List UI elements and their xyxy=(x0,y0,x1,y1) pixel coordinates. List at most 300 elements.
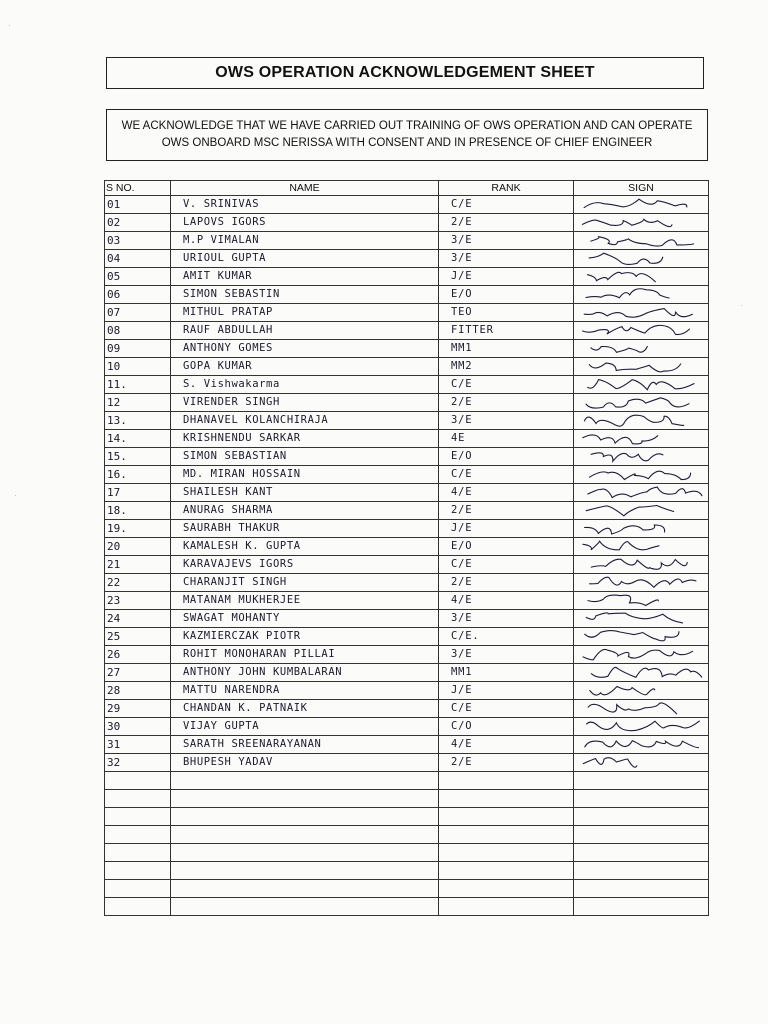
row-rank-cell xyxy=(439,772,574,790)
row-name-cell xyxy=(171,682,439,700)
row-rank-cell xyxy=(439,340,574,358)
row-rank: FITTER xyxy=(451,324,494,336)
row-name-cell xyxy=(171,448,439,466)
row-sno: 11. xyxy=(107,378,127,391)
row-sno: 10 xyxy=(107,360,121,373)
row-name: LAPOVS IGORS xyxy=(183,216,267,228)
row-name: ANTHONY GOMES xyxy=(183,342,273,354)
row-name: S. Vishwakarma xyxy=(183,378,280,390)
signature xyxy=(574,502,708,519)
row-sno: 27 xyxy=(107,666,121,679)
row-sno-cell xyxy=(105,430,171,448)
row-sign-cell xyxy=(574,394,709,412)
table-row xyxy=(105,448,709,466)
row-sno: 19. xyxy=(107,522,127,535)
row-sno: 22 xyxy=(107,576,121,589)
signature xyxy=(574,430,708,447)
row-name: KARAVAJEVS IGORS xyxy=(183,558,294,570)
table-row xyxy=(105,682,709,700)
row-sign-cell xyxy=(574,448,709,466)
signature-stroke xyxy=(591,237,694,246)
row-name-cell xyxy=(171,898,439,916)
row-sno-cell xyxy=(105,520,171,538)
row-sno: 17 xyxy=(107,486,121,499)
row-rank-cell xyxy=(439,520,574,538)
row-name-cell xyxy=(171,502,439,520)
row-name: AMIT KUMAR xyxy=(183,270,253,282)
row-sign-cell xyxy=(574,538,709,556)
table-row xyxy=(105,394,709,412)
signature-stroke xyxy=(591,347,647,353)
table-row xyxy=(105,772,709,790)
signature xyxy=(574,628,708,645)
row-name-cell xyxy=(171,754,439,772)
row-name-cell xyxy=(171,538,439,556)
row-name-cell xyxy=(171,826,439,844)
row-sno-cell xyxy=(105,754,171,772)
row-sno-cell xyxy=(105,592,171,610)
signature-stroke xyxy=(590,687,655,696)
row-sno-cell xyxy=(105,394,171,412)
row-rank-cell xyxy=(439,466,574,484)
signature-stroke xyxy=(591,559,687,569)
signature xyxy=(574,322,708,339)
row-sign-cell xyxy=(574,412,709,430)
row-sno-cell xyxy=(105,862,171,880)
acknowledgement-line-2: OWS ONBOARD MSC NERISSA WITH CONSENT AND IN PRESENCE OF CHIEF ENGINEER xyxy=(161,137,653,149)
row-rank-cell xyxy=(439,268,574,286)
signature-stroke xyxy=(591,453,663,461)
row-sno-cell xyxy=(105,466,171,484)
row-sign-cell xyxy=(574,664,709,682)
row-sno: 01 xyxy=(107,198,121,211)
row-sno: 20 xyxy=(107,540,121,553)
row-sno: 23 xyxy=(107,594,121,607)
row-rank: 3/E xyxy=(451,252,473,264)
row-sno: 13. xyxy=(107,414,127,427)
signature xyxy=(574,520,708,537)
row-name: ROHIT MONOHARAN PILLAI xyxy=(183,648,336,660)
row-name-cell xyxy=(171,214,439,232)
table-row xyxy=(105,880,709,898)
row-sign-cell xyxy=(574,376,709,394)
row-sign-cell xyxy=(574,700,709,718)
row-sign-cell xyxy=(574,862,709,880)
row-sno: 12 xyxy=(107,396,121,409)
row-rank: J/E xyxy=(451,522,473,534)
signature-stroke xyxy=(586,289,669,298)
row-sno-cell xyxy=(105,574,171,592)
row-sign-cell xyxy=(574,574,709,592)
row-rank: 2/E xyxy=(451,216,473,228)
row-rank-cell xyxy=(439,844,574,862)
row-name: VIRENDER SINGH xyxy=(183,396,280,408)
row-sno-cell xyxy=(105,718,171,736)
row-name-cell xyxy=(171,286,439,304)
row-name: GOPA KUMAR xyxy=(183,360,253,372)
signature xyxy=(574,718,708,735)
signature xyxy=(574,412,708,429)
row-sno-cell xyxy=(105,412,171,430)
row-sno-cell xyxy=(105,502,171,520)
table-row xyxy=(105,340,709,358)
row-name: M.P VIMALAN xyxy=(183,234,260,246)
row-name-cell xyxy=(171,646,439,664)
signature xyxy=(574,358,708,375)
row-name-cell xyxy=(171,664,439,682)
table-row xyxy=(105,808,709,826)
row-name: SHAILESH KANT xyxy=(183,486,273,498)
scan-speck: · xyxy=(8,20,11,30)
table-header-row xyxy=(105,181,709,196)
signature xyxy=(574,556,708,573)
signature xyxy=(574,592,708,609)
signature xyxy=(574,466,708,483)
row-sno-cell xyxy=(105,340,171,358)
signature-stroke xyxy=(586,613,682,623)
signature xyxy=(574,232,708,249)
row-rank-cell xyxy=(439,628,574,646)
row-sign-cell xyxy=(574,340,709,358)
row-rank-cell xyxy=(439,646,574,664)
row-name: V. SRINIVAS xyxy=(183,198,260,210)
signature xyxy=(574,448,708,465)
row-name-cell xyxy=(171,412,439,430)
row-rank: MM2 xyxy=(451,360,473,372)
row-rank: C/E. xyxy=(451,630,480,642)
row-rank-cell xyxy=(439,700,574,718)
signature xyxy=(574,376,708,393)
table-row xyxy=(105,466,709,484)
row-rank-cell xyxy=(439,322,574,340)
table-row xyxy=(105,376,709,394)
row-name-cell xyxy=(171,700,439,718)
row-name-cell xyxy=(171,808,439,826)
row-name: SARATH SREENARAYANAN xyxy=(183,738,322,750)
row-sno: 06 xyxy=(107,288,121,301)
row-rank: 4/E xyxy=(451,486,473,498)
row-sign-cell xyxy=(574,556,709,574)
row-sno: 31 xyxy=(107,738,121,751)
row-rank: E/O xyxy=(451,450,473,462)
row-name-cell xyxy=(171,268,439,286)
row-sno-cell xyxy=(105,214,171,232)
row-sign-cell xyxy=(574,682,709,700)
row-sno-cell xyxy=(105,790,171,808)
row-sno-cell xyxy=(105,484,171,502)
row-name: MITHUL PRATAP xyxy=(183,306,273,318)
row-sno: 18. xyxy=(107,504,127,517)
row-name: ANTHONY JOHN KUMBALARAN xyxy=(183,666,343,678)
signature xyxy=(574,268,708,285)
row-name: VIJAY GUPTA xyxy=(183,720,260,732)
row-sign-cell xyxy=(574,754,709,772)
row-rank-cell xyxy=(439,538,574,556)
row-rank: 3/E xyxy=(451,648,473,660)
signature xyxy=(574,700,708,717)
row-sno-cell xyxy=(105,556,171,574)
row-sno: 28 xyxy=(107,684,121,697)
signature-stroke xyxy=(584,415,683,426)
signature-stroke xyxy=(586,398,689,408)
row-rank-cell xyxy=(439,754,574,772)
row-sign-cell xyxy=(574,772,709,790)
row-sno: 09 xyxy=(107,342,121,355)
header-sno: S NO. xyxy=(105,181,171,196)
row-name-cell xyxy=(171,880,439,898)
row-name-cell xyxy=(171,574,439,592)
row-sno-cell xyxy=(105,286,171,304)
row-sign-cell xyxy=(574,232,709,250)
signature-stroke xyxy=(583,649,693,659)
signature xyxy=(574,754,708,771)
header-rank: RANK xyxy=(439,181,574,196)
row-sno-cell xyxy=(105,376,171,394)
row-rank-cell xyxy=(439,250,574,268)
row-name-cell xyxy=(171,772,439,790)
row-rank: C/E xyxy=(451,468,473,480)
row-rank-cell xyxy=(439,736,574,754)
signature-stroke xyxy=(586,506,673,516)
row-sign-cell xyxy=(574,880,709,898)
row-name-cell xyxy=(171,862,439,880)
table-row xyxy=(105,862,709,880)
scan-speck: · xyxy=(14,490,17,500)
row-rank-cell xyxy=(439,718,574,736)
signature-stroke xyxy=(588,595,658,605)
row-name: MATANAM MUKHERJEE xyxy=(183,594,301,606)
row-sign-cell xyxy=(574,520,709,538)
row-name: SWAGAT MOHANTY xyxy=(183,612,280,624)
row-sign-cell xyxy=(574,322,709,340)
row-sno: 14. xyxy=(107,432,127,445)
row-rank-cell xyxy=(439,592,574,610)
row-sno-cell xyxy=(105,646,171,664)
row-name: URIOUL GUPTA xyxy=(183,252,267,264)
table-row xyxy=(105,232,709,250)
row-sign-cell xyxy=(574,628,709,646)
signature-stroke xyxy=(585,631,679,641)
signature xyxy=(574,574,708,591)
row-name-cell xyxy=(171,358,439,376)
row-sno-cell xyxy=(105,682,171,700)
row-rank: J/E xyxy=(451,270,473,282)
row-sign-cell xyxy=(574,250,709,268)
row-rank: 4E xyxy=(451,432,466,444)
row-sno-cell xyxy=(105,610,171,628)
acknowledgement-statement xyxy=(106,109,708,161)
row-sign-cell xyxy=(574,502,709,520)
row-sno-cell xyxy=(105,898,171,916)
row-sign-cell xyxy=(574,214,709,232)
signature-stroke xyxy=(587,272,655,281)
row-rank-cell xyxy=(439,826,574,844)
row-sign-cell xyxy=(574,268,709,286)
row-sno-cell xyxy=(105,628,171,646)
row-rank: 3/E xyxy=(451,612,473,624)
row-name-cell xyxy=(171,610,439,628)
row-rank-cell xyxy=(439,214,574,232)
row-name-cell xyxy=(171,790,439,808)
row-rank: 2/E xyxy=(451,504,473,516)
row-rank-cell xyxy=(439,556,574,574)
row-rank: 2/E xyxy=(451,396,473,408)
row-name-cell xyxy=(171,394,439,412)
row-sno-cell xyxy=(105,880,171,898)
header-sign: SIGN xyxy=(574,181,709,196)
row-rank-cell xyxy=(439,484,574,502)
table-row xyxy=(105,628,709,646)
row-name: ANURAG SHARMA xyxy=(183,504,273,516)
row-sign-cell xyxy=(574,430,709,448)
row-rank-cell xyxy=(439,610,574,628)
row-rank: MM1 xyxy=(451,342,473,354)
acknowledgement-table xyxy=(104,180,709,916)
row-sno-cell xyxy=(105,736,171,754)
signature-stroke xyxy=(583,435,658,444)
row-sno-cell xyxy=(105,844,171,862)
signature xyxy=(574,736,708,753)
row-rank: 4/E xyxy=(451,738,473,750)
row-name-cell xyxy=(171,232,439,250)
row-rank-cell xyxy=(439,664,574,682)
row-name-cell xyxy=(171,484,439,502)
row-sign-cell xyxy=(574,196,709,214)
row-name-cell xyxy=(171,844,439,862)
row-rank-cell xyxy=(439,358,574,376)
table-row xyxy=(105,754,709,772)
signature xyxy=(574,664,708,681)
row-sno: 04 xyxy=(107,252,121,265)
row-sign-cell xyxy=(574,790,709,808)
row-name: SIMON SEBASTIN xyxy=(183,288,280,300)
table-row xyxy=(105,646,709,664)
row-name: KAZMIERCZAK PIOTR xyxy=(183,630,301,642)
row-name: CHARANJIT SINGH xyxy=(183,576,287,588)
signature-stroke xyxy=(582,219,672,226)
row-name-cell xyxy=(171,196,439,214)
row-rank-cell xyxy=(439,808,574,826)
row-rank-cell xyxy=(439,376,574,394)
row-sno: 07 xyxy=(107,306,121,319)
row-name: SAURABH THAKUR xyxy=(183,522,280,534)
signature-stroke xyxy=(584,199,687,207)
table-row xyxy=(105,250,709,268)
row-sign-cell xyxy=(574,718,709,736)
row-sno: 16. xyxy=(107,468,127,481)
signature xyxy=(574,304,708,321)
signature xyxy=(574,610,708,627)
signature-stroke xyxy=(587,721,700,731)
row-sno: 29 xyxy=(107,702,121,715)
row-sno: 30 xyxy=(107,720,121,733)
row-name: SIMON SEBASTIAN xyxy=(183,450,287,462)
row-sno: 15. xyxy=(107,450,127,463)
row-rank: 3/E xyxy=(451,234,473,246)
row-sno: 03 xyxy=(107,234,121,247)
row-sign-cell xyxy=(574,808,709,826)
row-rank: C/E xyxy=(451,558,473,570)
header-name: NAME xyxy=(171,181,439,196)
row-name-cell xyxy=(171,322,439,340)
row-name: KRISHNENDU SARKAR xyxy=(183,432,301,444)
row-rank: E/O xyxy=(451,288,473,300)
table-row xyxy=(105,268,709,286)
acknowledgement-line-1: WE ACKNOWLEDGE THAT WE HAVE CARRIED OUT TRAINING OF OWS OPERATION AND CAN OPERATE xyxy=(121,120,693,132)
row-name: RAUF ABDULLAH xyxy=(183,324,273,336)
row-sno-cell xyxy=(105,322,171,340)
row-name-cell xyxy=(171,250,439,268)
table-row xyxy=(105,304,709,322)
signature xyxy=(574,394,708,411)
row-name-cell xyxy=(171,520,439,538)
row-rank-cell xyxy=(439,394,574,412)
signature-stroke xyxy=(589,253,663,264)
table-row xyxy=(105,502,709,520)
row-rank-cell xyxy=(439,412,574,430)
table-row xyxy=(105,790,709,808)
row-rank: TEO xyxy=(451,306,473,318)
signature xyxy=(574,340,708,357)
row-rank: E/O xyxy=(451,540,473,552)
row-rank: C/O xyxy=(451,720,473,732)
row-sign-cell xyxy=(574,610,709,628)
table-row xyxy=(105,718,709,736)
row-rank-cell xyxy=(439,502,574,520)
row-name: DHANAVEL KOLANCHIRAJA xyxy=(183,414,329,426)
signature-stroke xyxy=(591,667,701,677)
row-sign-cell xyxy=(574,358,709,376)
signature-stroke xyxy=(588,487,702,498)
row-name-cell xyxy=(171,736,439,754)
table-row xyxy=(105,844,709,862)
row-name-cell xyxy=(171,340,439,358)
signature xyxy=(574,286,708,303)
row-rank: 4/E xyxy=(451,594,473,606)
row-sno: 08 xyxy=(107,324,121,337)
row-rank-cell xyxy=(439,232,574,250)
row-sno-cell xyxy=(105,232,171,250)
row-rank: MM1 xyxy=(451,666,473,678)
row-name-cell xyxy=(171,628,439,646)
table-row xyxy=(105,286,709,304)
row-sno-cell xyxy=(105,268,171,286)
signature xyxy=(574,682,708,699)
row-rank: C/E xyxy=(451,378,473,390)
signature-stroke xyxy=(584,309,692,318)
row-rank-cell xyxy=(439,304,574,322)
row-sno-cell xyxy=(105,538,171,556)
row-sno: 25 xyxy=(107,630,121,643)
table-row xyxy=(105,412,709,430)
row-sign-cell xyxy=(574,844,709,862)
table-row xyxy=(105,736,709,754)
signature-stroke xyxy=(588,380,694,390)
table-row xyxy=(105,664,709,682)
row-sno-cell xyxy=(105,448,171,466)
row-sno-cell xyxy=(105,304,171,322)
row-name-cell xyxy=(171,592,439,610)
row-name-cell xyxy=(171,556,439,574)
signature xyxy=(574,214,708,231)
scan-speck: · xyxy=(740,300,743,310)
row-sno-cell xyxy=(105,250,171,268)
row-sign-cell xyxy=(574,466,709,484)
row-rank-cell xyxy=(439,790,574,808)
row-sno: 05 xyxy=(107,270,121,283)
row-name: MATTU NARENDRA xyxy=(183,684,280,696)
sheet-title xyxy=(106,57,704,89)
